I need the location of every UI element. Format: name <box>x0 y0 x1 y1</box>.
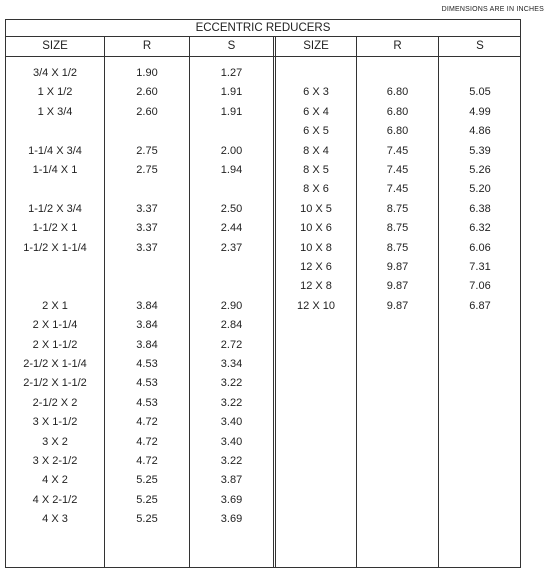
right-r-cell: 9.87 <box>386 299 409 312</box>
right-s-cell: 4.86 <box>469 125 491 138</box>
units-note: DIMENSIONS ARE IN INCHES <box>441 6 544 13</box>
right-size-cell: 6 X 3 <box>303 86 329 99</box>
left-s-cell: 3.69 <box>220 513 243 526</box>
left-s-cell: 3.87 <box>220 474 243 487</box>
right-size-cell: 8 X 4 <box>303 144 329 157</box>
left-r-cell: 4.72 <box>136 455 158 467</box>
left-size-cell: 1-1/2 X 1 <box>32 222 78 235</box>
left-size-cell: 3 X 1-1/2 <box>32 416 78 429</box>
left-r-cell: 5.25 <box>136 493 158 506</box>
left-size-cell: 1-1/4 X 3/4 <box>28 144 82 157</box>
right-r-cell: 7.45 <box>386 183 409 196</box>
left-r-cell: 5.25 <box>136 513 158 526</box>
right-s-cell: 4.99 <box>469 105 491 118</box>
right-size-cell: 10 X 8 <box>300 241 332 254</box>
left-size-cell: 3 X 2-1/2 <box>32 455 78 467</box>
right-r-cell: 6.80 <box>386 105 409 118</box>
right-size-cell: 12 X 10 <box>297 299 335 312</box>
right-s-cell: 6.32 <box>469 222 491 235</box>
header-size-left: SIZE <box>42 40 68 52</box>
right-s-cell: 5.39 <box>469 144 491 157</box>
left-r-cell: 2.60 <box>136 86 158 99</box>
left-size-cell: 2 X 1-1/2 <box>32 338 78 351</box>
table-title: ECCENTRIC REDUCERS <box>6 20 520 37</box>
right-size-cell: 8 X 6 <box>303 183 329 196</box>
right-s-cell: 5.26 <box>469 164 491 176</box>
left-r-cell: 4.53 <box>136 377 158 390</box>
right-r-cell: 7.45 <box>386 164 409 176</box>
left-s-cell: 1.91 <box>220 105 243 118</box>
right-s-cell: 6.06 <box>469 241 491 254</box>
header-s-left: S <box>227 40 236 52</box>
left-r-cell: 2.60 <box>136 105 158 118</box>
left-s-cell: 2.00 <box>220 144 243 157</box>
right-s-cell: 7.06 <box>469 280 491 293</box>
left-size-cell: 4 X 2-1/2 <box>32 493 78 506</box>
left-size-cell: 1-1/4 X 1 <box>32 164 78 176</box>
header-r-right: R <box>393 40 402 52</box>
right-r-cell: 6.80 <box>386 86 409 99</box>
left-s-cell: 2.44 <box>220 222 243 235</box>
left-size-cell: 1 X 1/2 <box>37 86 73 99</box>
right-r-cell: 9.87 <box>386 280 409 293</box>
left-size-cell: 4 X 2 <box>42 474 68 487</box>
left-r-cell: 5.25 <box>136 474 158 487</box>
left-r-cell: 3.37 <box>136 241 158 254</box>
left-r-cell: 4.53 <box>136 358 158 370</box>
left-r-cell: 2.75 <box>136 164 158 176</box>
left-size-cell: 2 X 1-1/4 <box>32 319 78 332</box>
right-r-cell: 9.87 <box>386 261 409 273</box>
left-r-cell: 2.75 <box>136 144 158 157</box>
right-size-cell: 6 X 4 <box>303 105 329 118</box>
left-r-cell: 3.37 <box>136 202 158 215</box>
left-s-cell: 2.90 <box>220 299 243 312</box>
left-size-cell: 1-1/2 X 1-1/4 <box>23 241 87 254</box>
left-s-cell: 2.50 <box>220 202 243 215</box>
left-size-cell: 3/4 X 1/2 <box>32 67 78 79</box>
left-s-cell: 2.72 <box>220 338 243 351</box>
left-s-cell: 3.22 <box>220 455 243 467</box>
left-s-cell: 1.27 <box>220 67 243 79</box>
left-s-cell: 3.34 <box>220 358 243 370</box>
right-size-cell: 12 X 6 <box>300 261 332 273</box>
right-size-cell: 6 X 5 <box>303 125 329 138</box>
left-s-cell: 3.40 <box>220 416 243 429</box>
left-r-cell: 3.84 <box>136 338 158 351</box>
header-s-right: S <box>476 40 484 52</box>
right-size-cell: 12 X 8 <box>300 280 332 293</box>
left-size-cell: 2 X 1 <box>42 299 68 312</box>
right-size-cell: 10 X 6 <box>300 222 332 235</box>
left-size-cell: 2-1/2 X 2 <box>32 396 78 409</box>
eccentric-reducers-table <box>5 19 521 568</box>
left-s-cell: 2.84 <box>220 319 243 332</box>
right-s-cell: 6.87 <box>469 299 491 312</box>
left-size-cell: 1-1/2 X 3/4 <box>28 202 82 215</box>
left-s-cell: 1.94 <box>220 164 243 176</box>
left-s-cell: 3.40 <box>220 435 243 448</box>
left-s-cell: 3.22 <box>220 396 243 409</box>
right-r-cell: 8.75 <box>386 202 409 215</box>
header-r-left: R <box>142 40 152 52</box>
header-size-right: SIZE <box>303 40 329 52</box>
right-r-cell: 6.80 <box>386 125 409 138</box>
left-r-cell: 4.72 <box>136 416 158 429</box>
left-size-cell: 2-1/2 X 1-1/4 <box>23 358 87 370</box>
right-r-cell: 8.75 <box>386 241 409 254</box>
right-r-cell: 7.45 <box>386 144 409 157</box>
left-size-cell: 2-1/2 X 1-1/2 <box>23 377 87 390</box>
right-size-cell: 10 X 5 <box>300 202 332 215</box>
left-r-cell: 4.53 <box>136 396 158 409</box>
left-r-cell: 1.90 <box>136 67 158 79</box>
right-s-cell: 6.38 <box>469 202 491 215</box>
left-r-cell: 3.37 <box>136 222 158 235</box>
right-s-cell: 5.05 <box>469 86 491 99</box>
left-s-cell: 1.91 <box>220 86 243 99</box>
left-size-cell: 4 X 3 <box>42 513 68 526</box>
left-r-cell: 3.84 <box>136 319 158 332</box>
right-s-cell: 7.31 <box>469 261 491 273</box>
left-r-cell: 4.72 <box>136 435 158 448</box>
left-size-cell: 3 X 2 <box>42 435 68 448</box>
left-s-cell: 2.37 <box>220 241 243 254</box>
left-size-cell: 1 X 3/4 <box>37 105 73 118</box>
left-s-cell: 3.22 <box>220 377 243 390</box>
left-r-cell: 3.84 <box>136 299 158 312</box>
right-s-cell: 5.20 <box>469 183 491 196</box>
right-size-cell: 8 X 5 <box>303 164 329 176</box>
left-s-cell: 3.69 <box>220 493 243 506</box>
right-r-cell: 8.75 <box>386 222 409 235</box>
